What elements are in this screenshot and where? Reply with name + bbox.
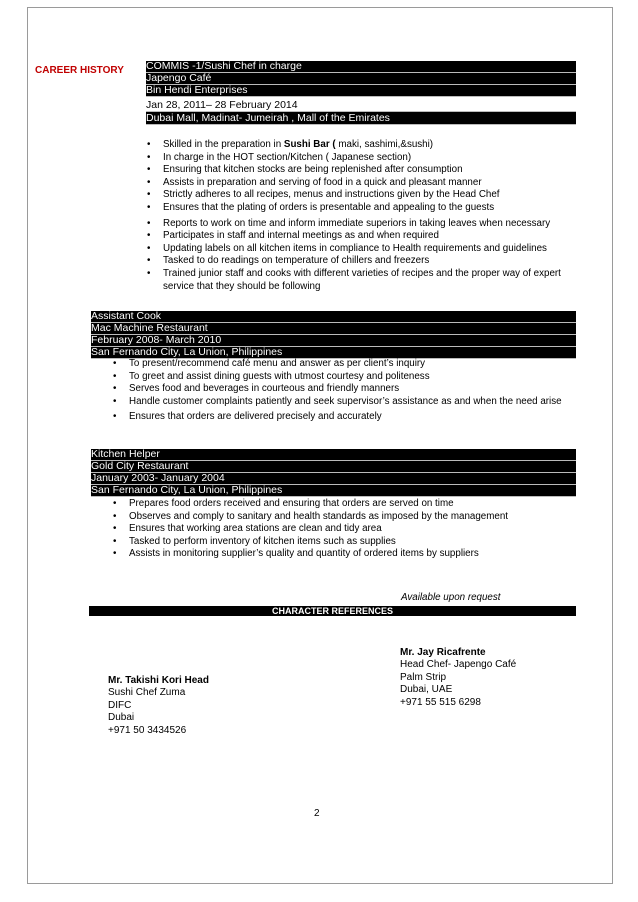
reference-2 [108, 675, 209, 737]
job-1-title: COMMIS -1/Sushi Chef in charge [146, 61, 576, 73]
list-item [144, 152, 584, 165]
bullet-icon: • [113, 548, 117, 560]
reference-name: Mr. Jay Ricafrente [400, 647, 486, 658]
duty-text: Tasked to perform inventory of kitchen items such as supplies [129, 535, 396, 547]
section-title: CAREER HISTORY [35, 65, 124, 76]
list-item [110, 536, 565, 549]
bullet-icon: • [147, 230, 151, 242]
list-item [144, 139, 584, 152]
duty-text: Participates in staff and internal meetings as and when required [163, 230, 439, 242]
list-item [144, 268, 584, 293]
list-item [110, 523, 565, 536]
reference-line: Sushi Chef Zuma [108, 687, 186, 699]
bullet-icon: • [113, 383, 117, 395]
duty-text: Skilled in the preparation in [163, 139, 284, 150]
bullet-icon: • [113, 498, 117, 509]
reference-line: +971 50 3434526 [108, 724, 187, 736]
bullet-icon: • [147, 201, 151, 213]
duty-bold-text: Sushi Bar ( [283, 139, 336, 150]
job-3-duties [110, 498, 565, 561]
list-item [144, 189, 584, 202]
reference-line: Dubai, UAE [400, 684, 453, 696]
duty-text: Tasked to do readings on temperature of chillers and freezers [163, 255, 430, 267]
reference-line: Head Chef- Japengo Café [400, 659, 517, 671]
duty-text: Serves food and beverages in courteous and friendly manners [129, 383, 400, 395]
available-note: Available upon request [401, 592, 501, 603]
duty-text: Assists in monitoring supplier’s quality and quantity of ordered items by suppliers [129, 548, 479, 560]
list-item [110, 383, 565, 396]
job-1-company: Bin Hendi Enterprises [146, 85, 576, 97]
bullet-icon: • [113, 411, 117, 423]
duty-text: To present/recommend café menu and answer as per client’s inquiry [129, 358, 426, 369]
duty-text: Ensures that the plating of orders is presentable and appealing to the guests [163, 201, 495, 213]
duty-text: Strictly adheres to all recipes, menus and instructions given by the Head Chef [163, 189, 500, 201]
job-3-location: San Fernando City, La Union, Philippines [91, 485, 576, 497]
bullet-icon: • [147, 189, 151, 201]
list-item [110, 371, 565, 384]
job-3-employer: Gold City Restaurant [91, 461, 576, 473]
duty-text: Observes and comply to sanitary and health standards as imposed by the management [129, 510, 509, 522]
duty-text: Assists in preparation and serving of food in a quick and pleasant manner [163, 176, 482, 188]
duty-text: Trained junior staff and cooks with different varieties of recipes and the proper way of expert service that they should be following [163, 267, 561, 292]
duty-text: Ensuring that kitchen stocks are being replenished after consumption [163, 164, 463, 176]
bullet-icon: • [113, 370, 117, 382]
bullet-icon: • [113, 523, 117, 535]
job-header-2 [89, 311, 576, 359]
duty-text: Reports to work on time and inform immediate superiors in taking leaves when necessary [163, 217, 551, 229]
bullet-icon: • [147, 267, 151, 279]
list-item [144, 230, 584, 243]
list-item [144, 218, 584, 231]
list-item [144, 164, 584, 177]
bullet-icon: • [113, 358, 117, 369]
bullet-icon: • [113, 510, 117, 522]
job-2-dates: February 2008- March 2010 [91, 335, 576, 347]
job-3-dates: January 2003- January 2004 [91, 473, 576, 485]
reference-line: Dubai [108, 712, 135, 724]
bullet-icon: • [147, 255, 151, 267]
list-item [110, 498, 565, 511]
job-header-3 [89, 449, 576, 497]
duty-text-end: maki, sashimi,&sushi) [335, 139, 434, 150]
duty-text: Updating labels on all kitchen items in compliance to Health requirements and guidelines [163, 242, 547, 254]
job-1-location: Dubai Mall, Madinat- Jumeirah , Mall of the Emirates [146, 112, 576, 125]
duty-text: Handle customer complaints patiently and seek supervisor’s assistance as and when the need arise [129, 395, 562, 407]
job-1-dates: Jan 28, 2011– 28 February 2014 [146, 97, 576, 112]
job-2-duties [110, 358, 565, 424]
job-3-title: Kitchen Helper [91, 449, 576, 461]
job-2-title: Assistant Cook [91, 311, 576, 323]
list-item [144, 177, 584, 190]
duty-text: In charge in the HOT section/Kitchen ( Japanese section) [163, 151, 412, 163]
job-2-employer: Mac Machine Restaurant [91, 323, 576, 335]
reference-1 [400, 647, 516, 709]
bullet-icon: • [113, 395, 117, 407]
list-item [110, 548, 565, 561]
list-item [110, 411, 565, 424]
bullet-icon: • [147, 139, 151, 150]
duty-text: Ensures that working area stations are clean and tidy area [129, 523, 382, 535]
bullet-icon: • [147, 151, 151, 163]
job-1-employer: Japengo Café [146, 73, 576, 85]
list-item [110, 358, 565, 371]
duty-text: Ensures that orders are delivered precisely and accurately [129, 411, 382, 423]
reference-line: DIFC [108, 699, 132, 711]
page-number: 2 [314, 808, 320, 819]
job-header-1 [144, 61, 576, 125]
bullet-icon: • [147, 242, 151, 254]
job-2-location: San Fernando City, La Union, Philippines [91, 347, 576, 359]
list-item [144, 243, 584, 256]
list-item [144, 202, 584, 215]
reference-line: Palm Strip [400, 671, 447, 683]
bullet-icon: • [147, 164, 151, 176]
bullet-icon: • [147, 217, 151, 229]
duty-text: Prepares food orders received and ensuring that orders are served on time [129, 498, 454, 509]
list-item [110, 511, 565, 524]
list-item [144, 255, 584, 268]
duty-text: To greet and assist dining guests with utmost courtesy and politeness [129, 370, 430, 382]
list-item [110, 396, 565, 409]
reference-name: Mr. Takishi Kori Head [108, 675, 209, 686]
bullet-icon: • [113, 535, 117, 547]
reference-line: +971 55 515 6298 [400, 696, 481, 708]
job-1-duties [144, 139, 584, 293]
bullet-icon: • [147, 176, 151, 188]
references-title: CHARACTER REFERENCES [89, 606, 576, 616]
